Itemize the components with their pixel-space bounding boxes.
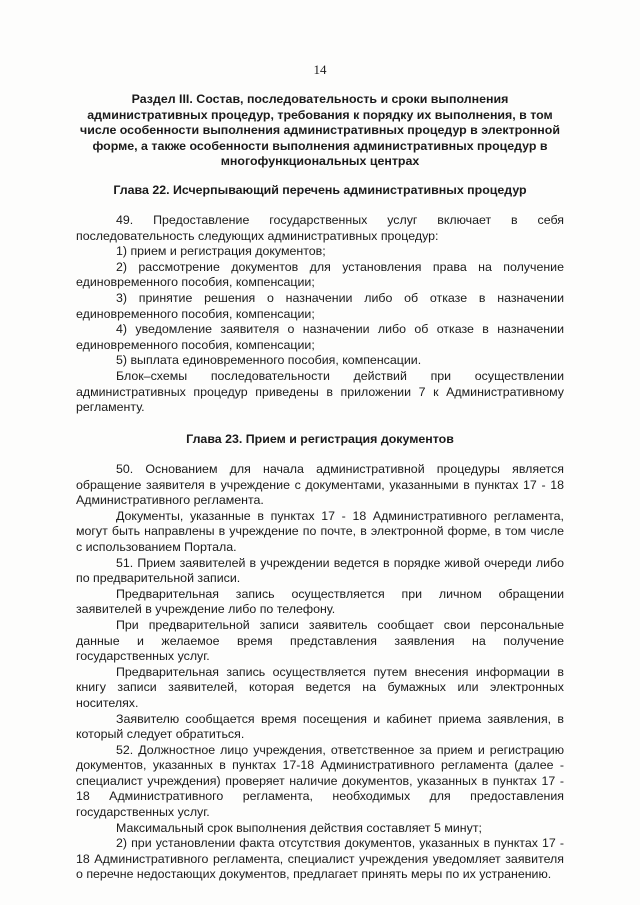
visit-time-paragraph: Заявителю сообщается время посещения и кабинет приема заявления, в который следует обратиться. <box>76 711 564 742</box>
personal-data-paragraph: При предварительной записи заявитель сообщает свои персональные данные и желаемое время представления заявления на получение государственных услуг. <box>76 617 564 664</box>
documents-paragraph: Документы, указанные в пунктах 17 - 18 Административного регламента, могут быть направлены в учреждение по почте, в электронной форме, в том числе с использованием Портала. <box>76 508 564 554</box>
chapter-23-body <box>76 462 564 883</box>
paragraph-49: 49. Предоставление государственных услуг включает в себя последовательность следующих административных процедур: <box>76 213 564 243</box>
paragraph-50: 50. Основанием для начала административной процедуры является обращение заявителя в учреждение с документами, указанными в пунктах 17 - 18 Административного регламента. <box>76 462 564 508</box>
list-item-3: 3) принятие решения о назначении либо об отказе в назначении единовременного пособия, компенсации; <box>76 290 564 321</box>
chapter-22-title: Глава 22. Исчерпывающий перечень административных процедур <box>113 183 527 197</box>
missing-documents-paragraph: 2) при установлении факта отсутствия документов, указанных в пунктах 17 - 18 Административного регламента, специалист учреждения уведомляет заявителя о перечне недостающих документов, предлагает принять меры по их устранению. <box>76 836 564 882</box>
block-schemes-paragraph: Блок–схемы последовательности действий при осуществлении административных процедур приведены в приложении 7 к Административному регламенту. <box>76 368 564 415</box>
paragraph-51: 51. Прием заявителей в учреждении ведется в порядке живой очереди либо по предварительной записи. <box>76 555 564 586</box>
preliminary-record-paragraph: Предварительная запись осуществляется при личном обращении заявителей в учреждение либо по телефону. <box>76 586 564 617</box>
max-time-paragraph: Максимальный срок выполнения действия составляет 5 минут; <box>116 820 482 835</box>
section-title: Раздел III. Состав, последовательность и сроки выполнения административных процедур, требования к порядку их выполнения, в том числе особенности выполнения административных процедур в электронной форме, а также особенности выполнения административных процедур в многофункциональных центрах <box>80 92 560 168</box>
list-item-4: 4) уведомление заявителя о назначении либо об отказе в назначении единовременного пособия, компенсации; <box>76 322 564 352</box>
list-item-2: 2) рассмотрение документов для установления права на получение единовременного пособия, компенсации; <box>76 259 564 290</box>
list-item-1: 1) прием и регистрация документов; <box>116 244 326 259</box>
paragraph-52: 52. Должностное лицо учреждения, ответственное за прием и регистрацию документов, указанных в пунктах 17-18 Административного регламента (далее - специалист учреждения) проверяет наличие документов, указанных в пунктах 17 - 18 Административного регламента, необходимых для предоставления государственных услуг. <box>76 742 564 820</box>
list-item-5: 5) выплата единовременного пособия, компенсации. <box>116 353 422 368</box>
record-book-paragraph: Предварительная запись осуществляется путем внесения информации в книгу записи заявителей, которая ведется на бумажных или электронных носителях. <box>76 664 564 710</box>
page-number: 14 <box>313 62 327 77</box>
chapter-23-title: Глава 23. Прием и регистрация документов <box>186 432 454 446</box>
chapter-22-body <box>76 213 564 416</box>
